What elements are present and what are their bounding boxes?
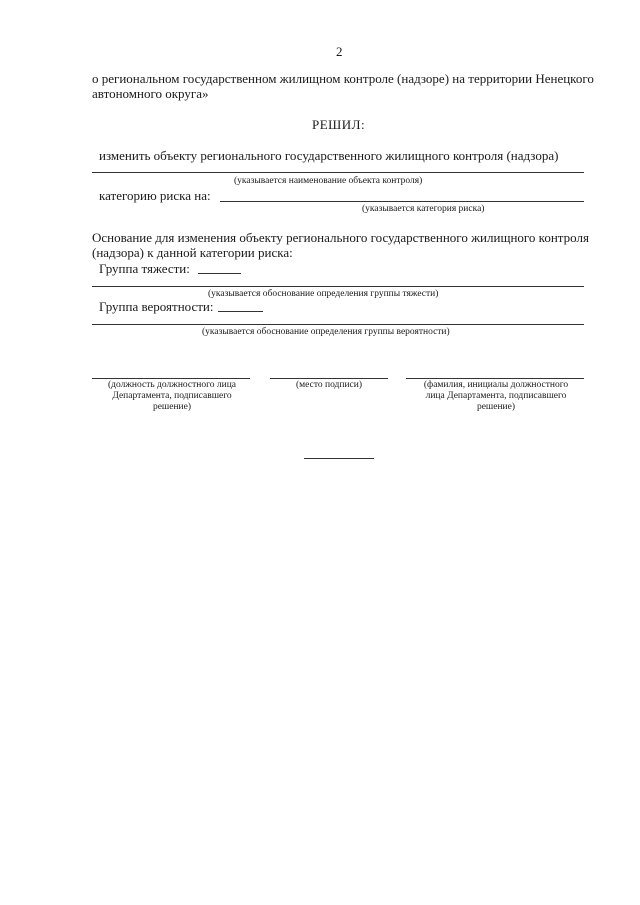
risk-category-label: категорию риска на:: [99, 188, 211, 203]
change-object-text: изменить объекту регионального государственного жилищного контроля (надзора): [99, 148, 559, 163]
signature-name-line: [406, 378, 584, 379]
end-separator-line: [304, 458, 374, 459]
signature-position-line: [92, 378, 250, 379]
signature-position-caption-line-1: (должность должностного лица: [107, 380, 237, 390]
signature-position-caption: [84, 380, 260, 413]
intro-line-1: о региональном государственном жилищном контроле (надзоре) на территории Ненецкого: [92, 71, 594, 86]
risk-category-field-line: [220, 201, 584, 202]
object-name-field-line: [92, 172, 584, 173]
basis-line-2: (надзора) к данной категории риска:: [92, 245, 293, 260]
probability-basis-field-line: [92, 324, 584, 325]
severity-group-label: Группа тяжести:: [99, 261, 190, 276]
page-number: 2: [336, 44, 343, 59]
signature-name-caption-line-1: (фамилия, инициалы должностного: [423, 380, 569, 390]
probability-group-short-line: [218, 311, 263, 312]
object-name-caption: (указывается наименование объекта контроля): [234, 176, 423, 186]
signature-place-line: [270, 378, 388, 379]
risk-category-caption: (указывается категория риска): [362, 204, 485, 214]
signature-name-caption-line-3: решение): [476, 402, 516, 412]
signature-place-caption: (место подписи): [295, 380, 363, 390]
severity-group-short-line: [198, 273, 241, 274]
probability-group-label: Группа вероятности:: [99, 299, 214, 314]
signature-position-caption-line-2: Департамента, подписавшего: [112, 391, 232, 401]
intro-line-2: автономного округа»: [92, 86, 209, 101]
signature-position-caption-line-3: решение): [152, 402, 192, 412]
probability-basis-caption: (указывается обоснование определения группы вероятности): [202, 327, 450, 337]
signature-name-caption-line-2: лица Департамента, подписавшего: [425, 391, 567, 401]
severity-basis-caption: (указывается обоснование определения группы тяжести): [208, 289, 439, 299]
signature-name-caption: [404, 380, 588, 413]
basis-line-1: Основание для изменения объекту регионального государственного жилищного контроля: [92, 230, 589, 245]
severity-basis-field-line: [92, 286, 584, 287]
decision-heading: РЕШИЛ:: [312, 117, 366, 132]
